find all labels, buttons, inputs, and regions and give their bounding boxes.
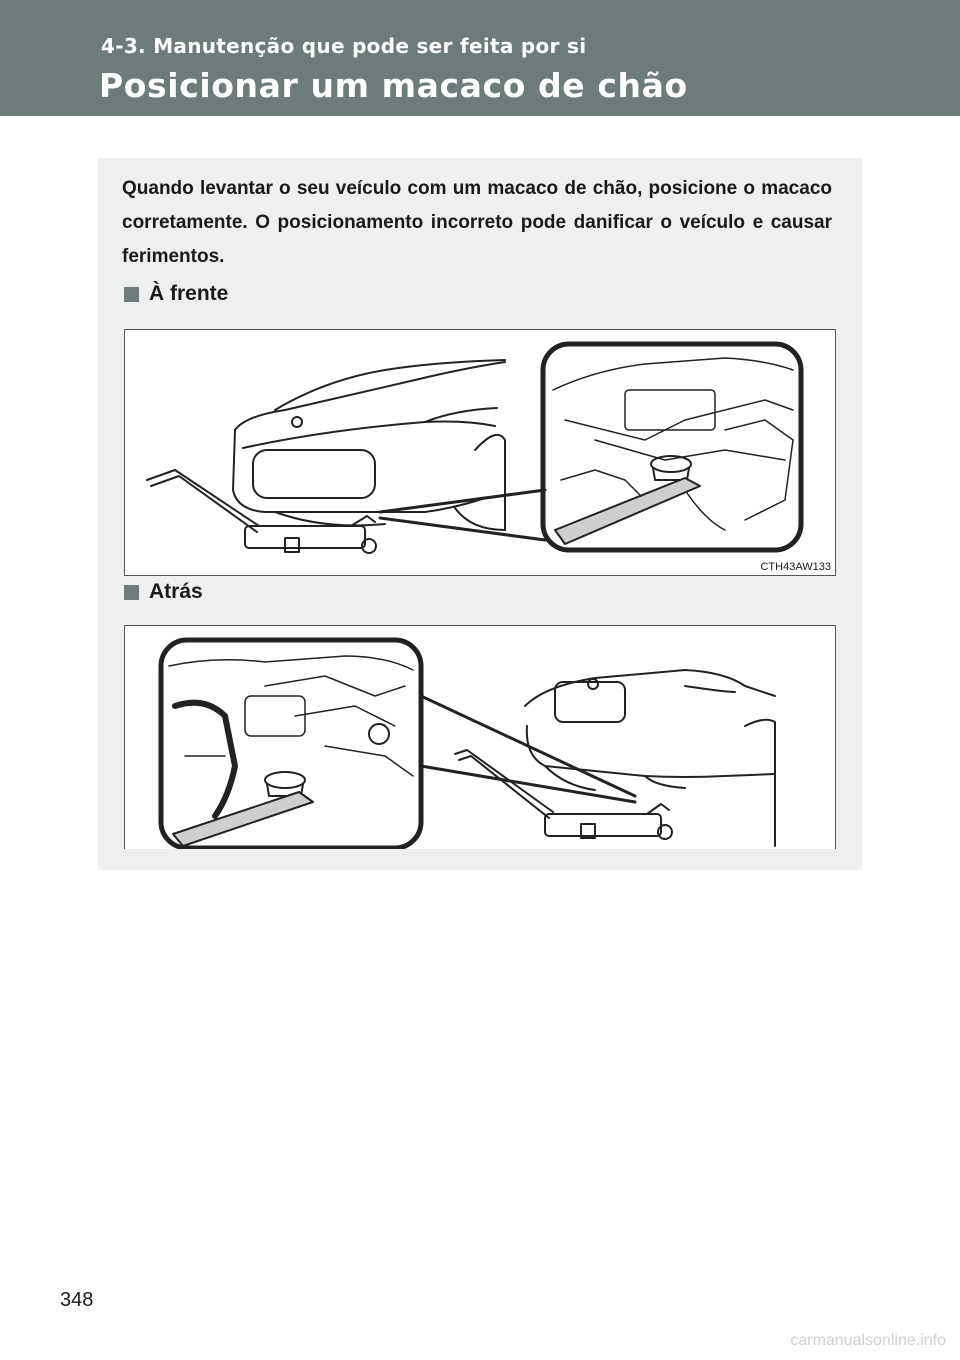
page-title: Posicionar um macaco de chão bbox=[99, 66, 688, 105]
page-number: 348 bbox=[60, 1289, 94, 1311]
rear-heading bbox=[124, 580, 203, 604]
header-band bbox=[0, 0, 960, 116]
intro-paragraph: Quando levantar o seu veículo com um macaco de chão, posicione o macaco corretamente. O posicionamento incorreto pode danificar o veículo e causar ferimentos. bbox=[122, 178, 832, 267]
rear-figure bbox=[124, 625, 836, 849]
figure-code: CTH43AW133 bbox=[760, 561, 831, 573]
front-jack-illustration bbox=[125, 330, 835, 575]
rear-jack-illustration bbox=[125, 626, 835, 849]
bullet-square-icon bbox=[124, 287, 139, 302]
rear-heading-label: Atrás bbox=[149, 580, 203, 603]
front-figure bbox=[124, 329, 836, 576]
section-label: 4-3. Manutenção que pode ser feita por si bbox=[101, 34, 587, 58]
front-heading bbox=[124, 282, 228, 306]
watermark: carmanualsonline.info bbox=[790, 1332, 946, 1349]
bullet-square-icon bbox=[124, 585, 139, 600]
front-heading-label: À frente bbox=[149, 282, 229, 305]
